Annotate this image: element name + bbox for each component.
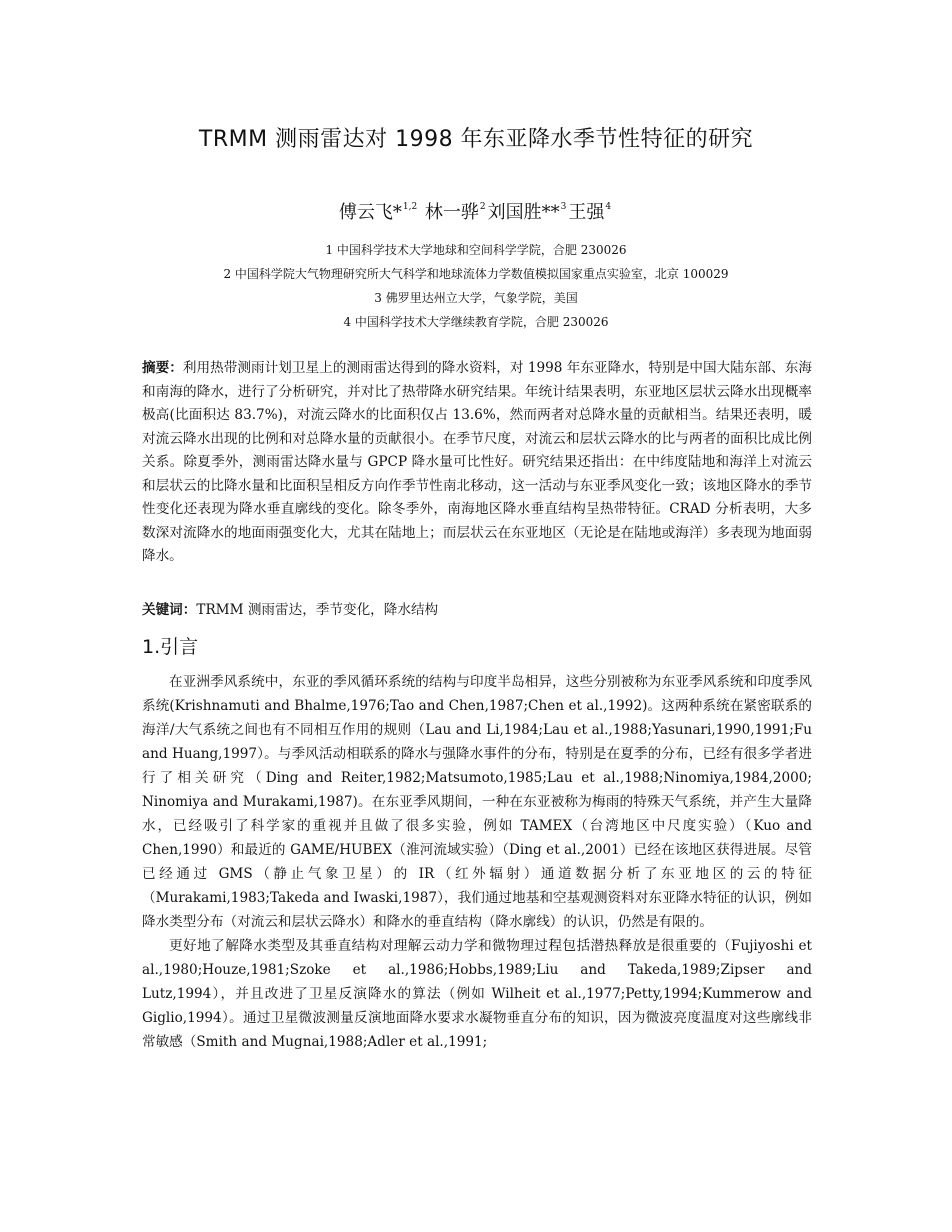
body-paragraph: 更好地了解降水类型及其垂直结构对理解云动力学和微物理过程包括潜热释放是很重要的（Fujiyoshi et al.,1980;Houze,1981;Szoke et al.,1986;Hobbs,1989;Liu and Takeda,1989;Zipser and Lutz,1994），并且改进了卫星反演降水的算法（例如 Wilheit et al.,1977;Petty,1994;Kummerow and Giglio,1994）。通过卫星微波测量反演地面降水要求水凝物垂直分布的知识，因为微波亮度温度对这些廓线非常敏感（Smith and Mugnai,1988;Adler et al.,1991; (142, 938, 812, 1050)
author-name: 林一骅 (424, 202, 479, 223)
affiliation-list (0, 238, 952, 334)
affiliation: 2 中国科学院大气物理研究所大气科学和地球流体力学数值模拟国家重点实验室，北京 100029 (223, 267, 729, 281)
abstract-text: 利用热带测雨计划卫星上的测雨雷达得到的降水资料，对 1998 年东亚降水，特别是中国大陆东部、东海和南海的降水，进行了分析研究，并对比了热带降水研究结果。年统计结果表明，东亚地区层状云降水出现概率极高(比面积达 83.7%)，对流云降水的比面积仅占 13.6%，然而两者对总降水量的贡献相当。结果还表明，暖对流云降水出现的比例和对总降水量的贡献很小。在季节尺度，对流云和层状云降水的比与两者的面积比成比例关系。除夏季外，测雨雷达降水量与 GPCP 降水量可比性好。研究结果还指出：在中纬度陆地和海洋上对流云和层状云的比降水量和比面积呈相反方向作季节性南北移动，这一活动与东亚季风变化一致；该地区降水的季节性变化还表现为降水垂直廓线的变化。除冬季外，南海地区降水垂直结构呈热带特征。CRAD 分析表明，大多数深对流降水的地面雨强变化大，尤其在陆地上；而层状云在东亚地区（无论是在陆地或海洋）多表现为地面弱降水。 (142, 360, 813, 564)
body-paragraph: 在亚洲季风系统中，东亚的季风循环系统的结构与印度半岛相异，这些分别被称为东亚季风系统和印度季风系统(Krishnamuti and Bhalme,1976;Tao and Chen,1987;Chen et al.,1992)。这两种系统在紧密联系的海洋/大气系统之间也有不同相互作用的规则（Lau and Li,1984;Lau et al.,1988;Yasunari,1990,1991;Fu and Huang,1997）。与季风活动相联系的降水与强降水事件的分布，特别是在夏季的分布，已经有很多学者进行了相关研究（Ding and Reiter,1982;Matsumoto,1985;Lau et al.,1988;Ninomiya,1984,2000; Ninomiya and Murakami,1987)。在东亚季风期间，一种在东亚被称为梅雨的特殊天气系统，并产生大量降水，已经吸引了科学家的重视并且做了很多实验，例如 TAMEX（台湾地区中尺度实验）（Kuo and Chen,1990）和最近的 GAME/HUBEX（淮河流域实验）（Ding et al.,2001）已经在该地区获得进展。尽管已经通过 GMS（静止气象卫星）的 IR（红外辐射）通道数据分析了东亚地区的云的特征（Murakami,1983;Takeda and Iwaski,1987），我们通过地基和空基观测资料对东亚降水特征的认识，例如降水类型分布（对流云和层状云降水）和降水的垂直结构（降水廓线）的认识，仍然是有限的。 (142, 674, 812, 930)
author-affiliation-mark: 4 (605, 202, 612, 212)
affiliation: 4 中国科学技术大学继续教育学院，合肥 230026 (343, 315, 609, 329)
author-name: 刘国胜** (487, 202, 560, 223)
section-heading: 1.引言 (142, 636, 199, 658)
keywords (142, 599, 812, 623)
affiliation: 3 佛罗里达州立大学，气象学院，美国 (374, 291, 578, 305)
paper-title: TRMM 测雨雷达对 1998 年东亚降水季节性特征的研究 (198, 127, 754, 152)
section-body (142, 670, 812, 1054)
keywords-text: TRMM 测雨雷达，季节变化，降水结构 (196, 602, 439, 618)
author-affiliation-mark: 2 (479, 202, 486, 212)
keywords-label: 关键词： (142, 602, 197, 618)
abstract (142, 357, 812, 569)
author-affiliation-mark: 3 (560, 202, 567, 212)
author-name: 王强 (568, 202, 605, 223)
author-name: 傅云飞* (338, 202, 402, 223)
abstract-label: 摘要： (142, 360, 183, 376)
affiliation: 1 中国科学技术大学地球和空间科学学院，合肥 230026 (325, 243, 627, 257)
author-affiliation-mark: 1,2 (402, 202, 418, 212)
author-list (0, 198, 952, 224)
